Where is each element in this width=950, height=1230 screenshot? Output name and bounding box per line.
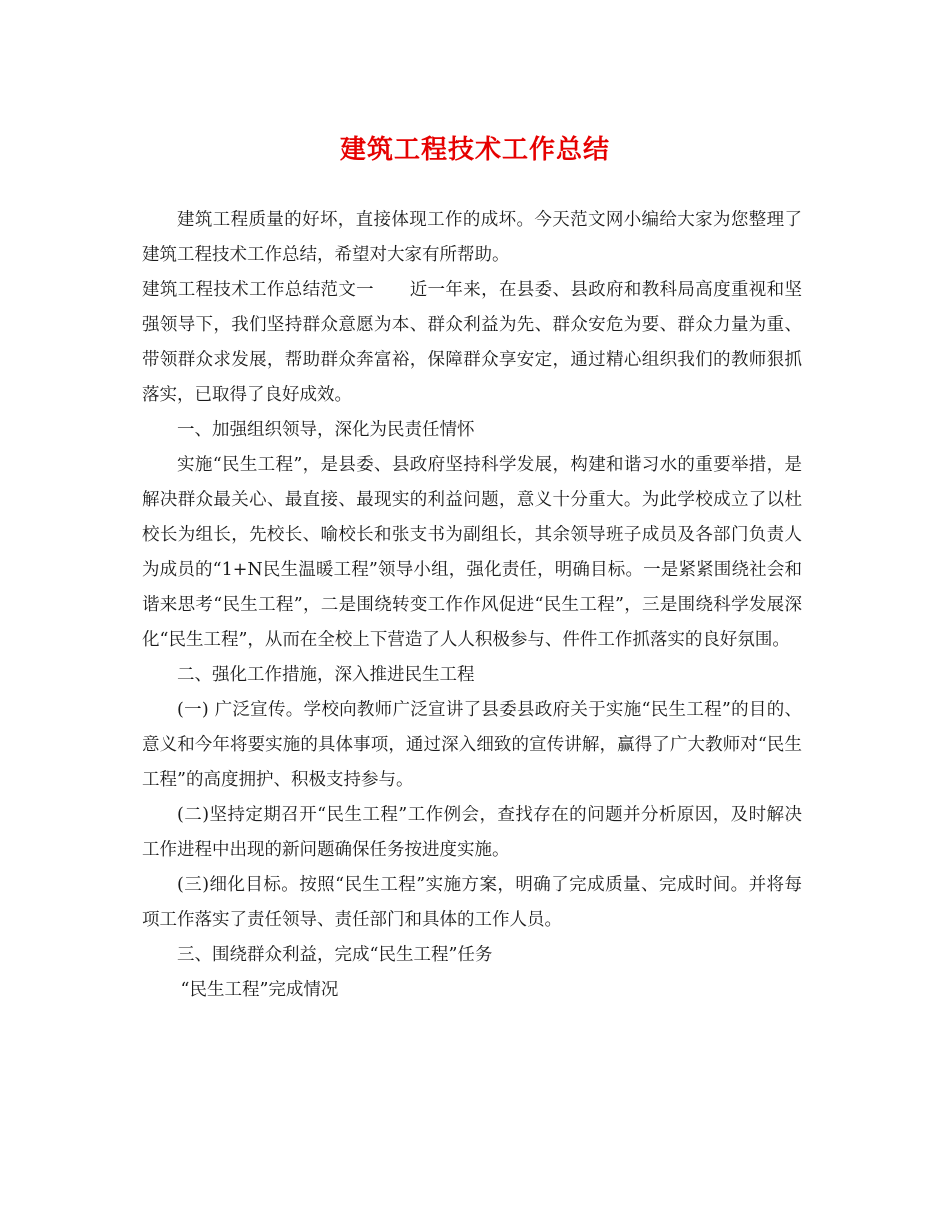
section-heading-1: 一、加强组织领导，深化为民责任情怀 [177,420,475,440]
paragraph-completion-status: “民生工程”完成情况 [180,980,339,1000]
section-heading-3: 三、围绕群众利益，完成“民生工程”任务 [177,945,493,965]
section-heading-2: 二、强化工作措施，深入推进民生工程 [177,665,475,685]
paragraph-item-3: (三)细化目标。按照“民生工程”实施方案，明确了完成质量、完成时间。并将每项工作落实了责任领导、责任部门和具体的工作人员。 [142,875,802,930]
document-body [142,203,802,1008]
paragraph-section-1: 实施“民生工程”，是县委、县政府坚持科学发展，构建和谐习水的重要举措，是解决群众最关心、最直接、最现实的利益问题，意义十分重大。为此学校成立了以杜校长为组长，先校长、喻校长和张支书为副组长，其余领导班子成员及各部门负责人为成员的“1+N民生温暖工程”领导小组，强化责任，明确目标。一是紧紧围绕社会和谐来思考“民生工程”，二是围绕转变工作作风促进“民生工程”，三是围绕科学发展深化“民生工程”，从而在全校上下营造了人人积极参与、件件工作抓落实的良好氛围。 [142,455,802,650]
paragraph-item-1: (一) 广泛宣传。学校向教师广泛宣讲了县委县政府关于实施“民生工程”的目的、意义和今年将要实施的具体事项，通过深入细致的宣传讲解，赢得了广大教师对“民生工程”的高度拥护、积极支持参与。 [142,700,802,790]
document-title: 建筑工程技术工作总结 [339,135,610,165]
paragraph-item-2: (二)坚持定期召开“民生工程”工作例会，查找存在的问题并分析原因，及时解决工作进程中出现的新问题确保任务按进度实施。 [142,805,802,860]
paragraph-sample-one: 建筑工程技术工作总结范文一 近一年来，在县委、县政府和教科局高度重视和坚强领导下，我们坚持群众意愿为本、群众利益为先、群众安危为要、群众力量为重、带领群众求发展，帮助群众奔富裕，保障群众享安定，通过精心组织我们的教师狠抓落实，已取得了良好成效。 [142,280,802,405]
paragraph-intro: 建筑工程质量的好坏，直接体现工作的成坏。今天范文网小编给大家为您整理了建筑工程技术工作总结，希望对大家有所帮助。 [142,210,802,265]
